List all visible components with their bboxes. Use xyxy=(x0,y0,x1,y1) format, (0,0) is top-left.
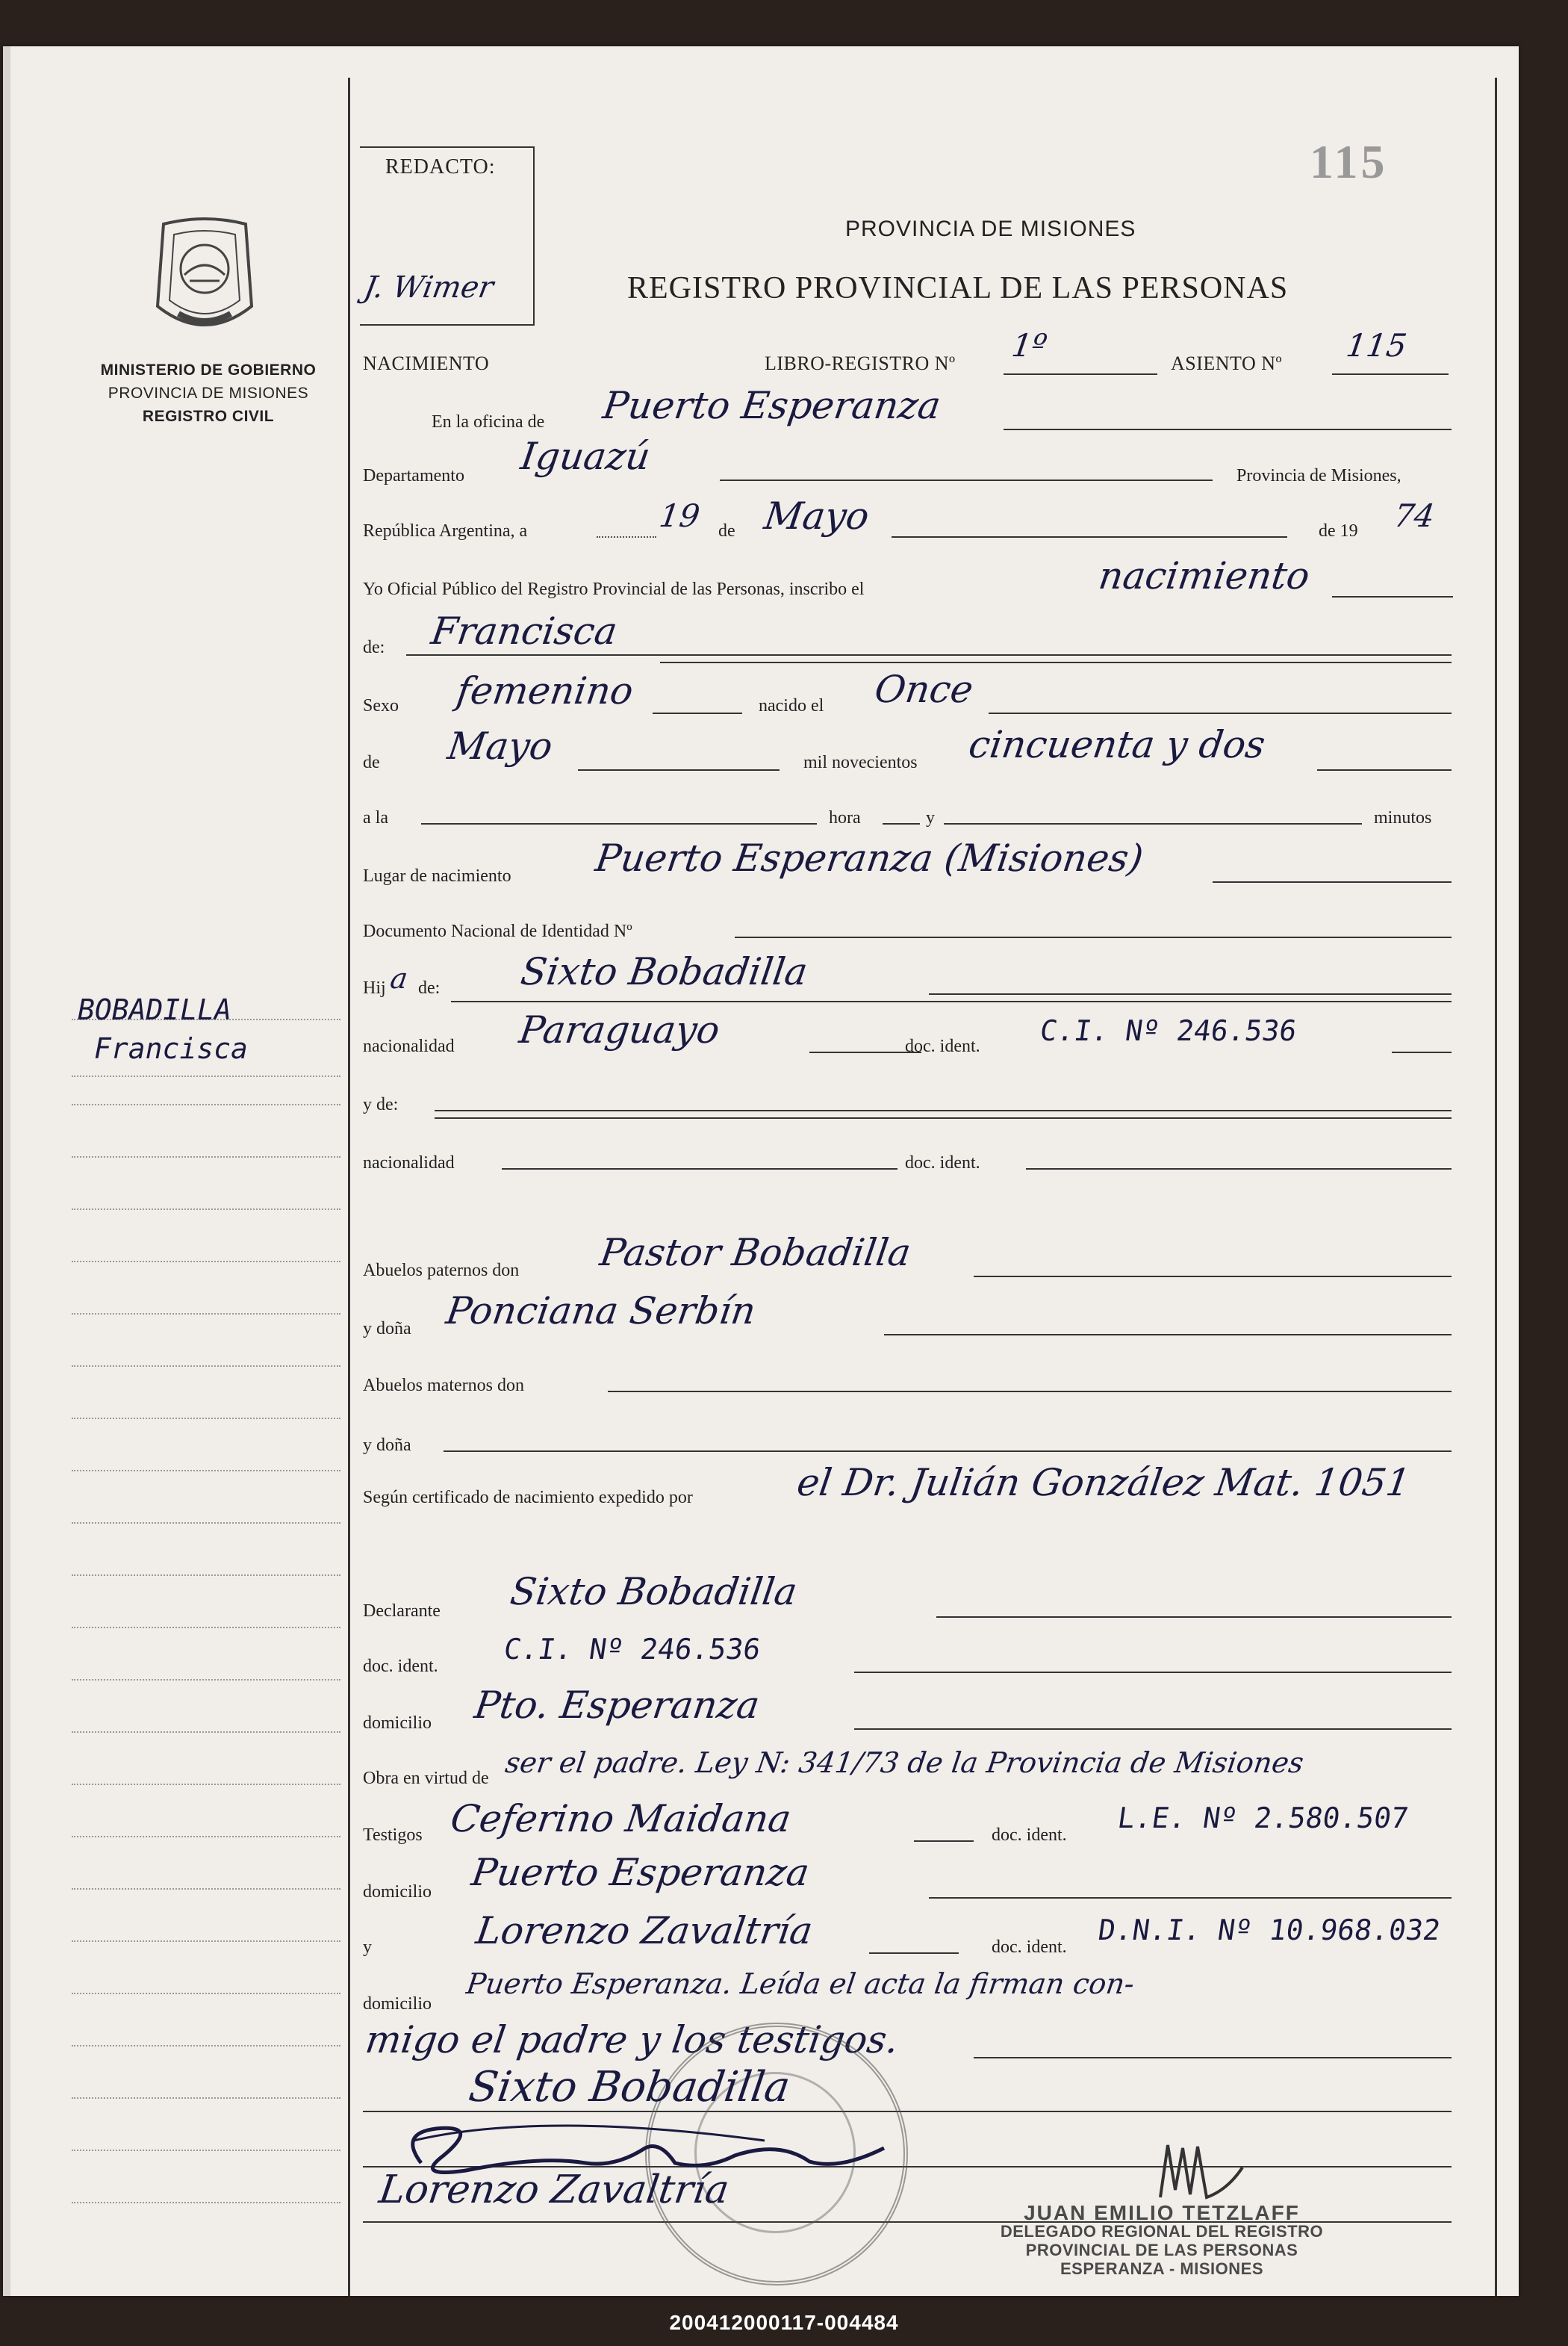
declarante-value: Sixto Bobadilla xyxy=(508,1570,800,1613)
page-number: 115 xyxy=(1310,135,1388,188)
yo-oficial-label: Yo Oficial Público del Registro Provincial de las Personas, inscribo el xyxy=(363,580,865,599)
margin-line xyxy=(72,1784,340,1785)
right-form-rule xyxy=(1495,78,1497,2296)
margin-line xyxy=(72,1365,340,1367)
nacimiento-label: NACIMIENTO xyxy=(363,353,490,374)
lugar-underline xyxy=(1213,881,1452,883)
padre-underline xyxy=(929,993,1452,995)
margin-line xyxy=(72,1574,340,1576)
oficina-underline xyxy=(1004,429,1452,430)
y-dona-label: y doña xyxy=(363,1319,411,1338)
provincial-coat-of-arms-icon xyxy=(149,217,261,335)
y-dona2-underline xyxy=(444,1450,1452,1452)
y-label: y xyxy=(926,808,935,828)
delegate-stamp xyxy=(960,2203,1363,2278)
redacto-signature: J. Wimer xyxy=(361,270,497,305)
abuelos-mat-label: Abuelos maternos don xyxy=(363,1376,524,1395)
de-label: de xyxy=(718,521,735,541)
abuela-pat-underline xyxy=(884,1334,1452,1335)
signature-declarante: Sixto Bobadilla xyxy=(466,2063,794,2111)
left-form-rule xyxy=(348,78,350,2296)
asiento-label: ASIENTO Nº xyxy=(1171,353,1283,374)
segun-label: Según certificado de nacimiento expedido por xyxy=(363,1488,693,1507)
a-la-underline xyxy=(421,823,817,825)
segun-value: el Dr. Julián González Mat. 1051 xyxy=(794,1461,1413,1504)
hora-label: hora xyxy=(829,808,861,828)
padre-value: Sixto Bobadilla xyxy=(518,950,811,993)
departamento-label: Departamento xyxy=(363,466,464,485)
margin-line xyxy=(72,1731,340,1733)
abuelos-pat-label: Abuelos paternos don xyxy=(363,1261,520,1280)
margin-line xyxy=(72,1679,340,1681)
margin-line xyxy=(72,2045,340,2046)
redacto-label: REDACTO: xyxy=(385,155,496,179)
nacionalidad2-underline xyxy=(502,1168,897,1170)
nombre-underline-2 xyxy=(660,662,1452,663)
lugar-label: Lugar de nacimiento xyxy=(363,866,511,886)
margin-line xyxy=(72,1627,340,1628)
nombre-underline xyxy=(406,654,1452,656)
oficina-label: En la oficina de xyxy=(432,412,545,432)
continuation-underline xyxy=(974,2057,1452,2058)
margin-line xyxy=(72,1470,340,1471)
doc-ident3-value: C.I. Nº 246.536 xyxy=(502,1633,763,1666)
obra-label: Obra en virtud de xyxy=(363,1769,489,1788)
delegate-name: JUAN EMILIO TETZLAFF xyxy=(1024,2201,1300,2224)
hijo-label: Hij xyxy=(363,978,386,998)
asiento-value: 115 xyxy=(1344,327,1410,364)
sexo-underline xyxy=(653,713,742,714)
margin-line xyxy=(72,1104,340,1105)
margin-line xyxy=(72,1156,340,1158)
mes2-value: Mayo xyxy=(445,724,556,768)
nacionalidad2-label: nacionalidad xyxy=(363,1153,455,1173)
delegate-title: DELEGADO REGIONAL DEL REGISTRO xyxy=(1000,2222,1324,2241)
y-de-label: y de: xyxy=(363,1095,399,1114)
domicilio-underline xyxy=(854,1728,1452,1730)
mil-label: mil novecientos xyxy=(803,753,918,772)
inscribo-value: nacimiento xyxy=(1096,554,1313,598)
abuela-pat-value: Ponciana Serbín xyxy=(444,1289,759,1332)
mes2-underline xyxy=(578,769,780,771)
margin-surname: BOBADILLA xyxy=(78,993,231,1026)
testigo1-underline xyxy=(914,1840,974,1842)
minutos-underline xyxy=(944,823,1362,825)
delegate-registry: PROVINCIAL DE LAS PERSONAS xyxy=(1025,2241,1298,2259)
mes-value: Mayo xyxy=(762,494,872,538)
libro-underline xyxy=(1004,373,1157,375)
doc-ident2-label: doc. ident. xyxy=(905,1153,980,1173)
margin-line xyxy=(72,1313,340,1315)
margin-line xyxy=(72,1076,340,1077)
inscribo-underline xyxy=(1332,596,1453,598)
margin-line xyxy=(72,1836,340,1837)
y-de-underline xyxy=(435,1110,1452,1111)
signature-witness-2: Lorenzo Zavaltría xyxy=(376,2167,732,2212)
domicilio2-label: domicilio xyxy=(363,1882,432,1902)
doc-ident4-value: L.E. Nº 2.580.507 xyxy=(1116,1802,1411,1834)
documento-label: Documento Nacional de Identidad Nº xyxy=(363,922,632,941)
sexo-label: Sexo xyxy=(363,696,399,716)
doc-ident5-label: doc. ident. xyxy=(992,1937,1067,1957)
obra-value: ser el padre. Ley N: 341/73 de la Provincia de Misiones xyxy=(503,1746,1306,1779)
de-mes2-label: de xyxy=(363,753,380,772)
domicilio-value: Pto. Esperanza xyxy=(472,1684,762,1727)
republica-label: República Argentina, a xyxy=(363,521,528,541)
doc-ident3-label: doc. ident. xyxy=(363,1657,438,1676)
doc-ident5-value: D.N.I. Nº 10.968.032 xyxy=(1096,1914,1443,1946)
doc-ident-underline xyxy=(1392,1052,1452,1053)
header-province: PROVINCIA DE MISIONES xyxy=(845,217,1136,241)
margin-line xyxy=(72,2150,340,2151)
margin-given-name: Francisca xyxy=(94,1032,248,1065)
minutos-label: minutos xyxy=(1374,808,1432,828)
padre-underline-2 xyxy=(451,1001,1452,1002)
testigos-label: Testigos xyxy=(363,1825,423,1845)
oficina-value: Puerto Esperanza xyxy=(600,384,944,427)
lugar-value: Puerto Esperanza (Misiones) xyxy=(593,837,1146,880)
margin-line xyxy=(72,1993,340,1994)
hijo-de-label: de: xyxy=(418,978,441,998)
margin-line xyxy=(72,1208,340,1210)
nacido-value: Once xyxy=(872,668,976,711)
delegate-location: ESPERANZA - MISIONES xyxy=(1060,2259,1263,2278)
signature-delegate xyxy=(1153,2138,1250,2205)
departamento-value: Iguazú xyxy=(518,435,653,478)
margin-line xyxy=(72,1888,340,1890)
domicilio-label: domicilio xyxy=(363,1713,432,1733)
testigo1-value: Ceferino Maidana xyxy=(448,1797,794,1840)
a-la-label: a la xyxy=(363,808,388,828)
nacionalidad-value: Paraguayo xyxy=(517,1008,723,1052)
domicilio2-underline xyxy=(929,1897,1452,1899)
domicilio3-value: Puerto Esperanza. Leída el acta la firman con- xyxy=(464,1967,1137,2000)
declarante-label: Declarante xyxy=(363,1601,441,1621)
departamento-underline xyxy=(720,480,1213,481)
doc-ident2-underline xyxy=(1026,1168,1452,1170)
doc-ident3-underline xyxy=(854,1672,1452,1673)
nacionalidad-label: nacionalidad xyxy=(363,1037,455,1056)
domicilio2-value: Puerto Esperanza xyxy=(469,1851,812,1894)
hijo-suffix: a xyxy=(388,962,410,995)
ano-label: de 19 xyxy=(1319,521,1358,541)
y-dona2-label: y doña xyxy=(363,1436,411,1455)
image-id-caption: 200412000117-004484 xyxy=(669,2311,899,2334)
abuelo-pat-value: Pastor Bobadilla xyxy=(597,1231,914,1274)
mil-value: cincuenta y dos xyxy=(966,723,1269,766)
binding-edge xyxy=(3,46,10,2296)
ministry-name: MINISTERIO DE GOBIERNO xyxy=(100,361,317,379)
margin-line xyxy=(72,2097,340,2099)
hora-underline xyxy=(883,823,920,825)
ministry-registry: REGISTRO CIVIL xyxy=(142,408,275,425)
margin-line xyxy=(72,1940,340,1942)
margin-line xyxy=(72,1418,340,1419)
dia-value: 19 xyxy=(657,497,703,534)
nacido-underline xyxy=(989,713,1452,714)
libro-registro-label: LIBRO-REGISTRO Nº xyxy=(765,353,956,374)
mes-underline xyxy=(892,536,1287,538)
y2-label: y xyxy=(363,1937,372,1957)
sexo-value: femenino xyxy=(454,669,636,713)
nombre-de-label: de: xyxy=(363,638,385,657)
documento-underline xyxy=(735,937,1452,938)
declarante-underline xyxy=(936,1616,1452,1618)
provincia-suffix: Provincia de Misiones, xyxy=(1236,466,1401,485)
doc-ident-value: C.I. Nº 246.536 xyxy=(1038,1014,1299,1047)
margin-line xyxy=(72,1261,340,1262)
asiento-underline xyxy=(1332,373,1449,375)
doc-ident4-label: doc. ident. xyxy=(992,1825,1067,1845)
y-de-underline-2 xyxy=(435,1117,1452,1119)
nacido-label: nacido el xyxy=(759,696,824,716)
abuelo-pat-underline xyxy=(974,1276,1452,1277)
domicilio3-label: domicilio xyxy=(363,1994,432,2014)
header-registry: REGISTRO PROVINCIAL DE LAS PERSONAS xyxy=(627,271,1289,305)
ministry-province: PROVINCIA DE MISIONES xyxy=(108,385,309,402)
ano-value: 74 xyxy=(1392,497,1437,534)
nombre-value: Francisca xyxy=(429,609,620,653)
testigo2-underline xyxy=(869,1952,959,1954)
doc-ident-label: doc. ident. xyxy=(905,1037,980,1056)
libro-registro-value: 1º xyxy=(1009,327,1050,364)
margin-line xyxy=(72,2202,340,2203)
testigo2-value: Lorenzo Zavaltría xyxy=(473,1909,815,1952)
mil-underline xyxy=(1317,769,1452,771)
ministry-block xyxy=(78,359,339,428)
continuation-value: migo el padre y los testigos. xyxy=(363,2018,902,2061)
document-page xyxy=(3,46,1519,2296)
margin-line xyxy=(72,1522,340,1524)
abuelos-mat-underline xyxy=(608,1391,1452,1392)
dia-dots xyxy=(597,536,656,538)
